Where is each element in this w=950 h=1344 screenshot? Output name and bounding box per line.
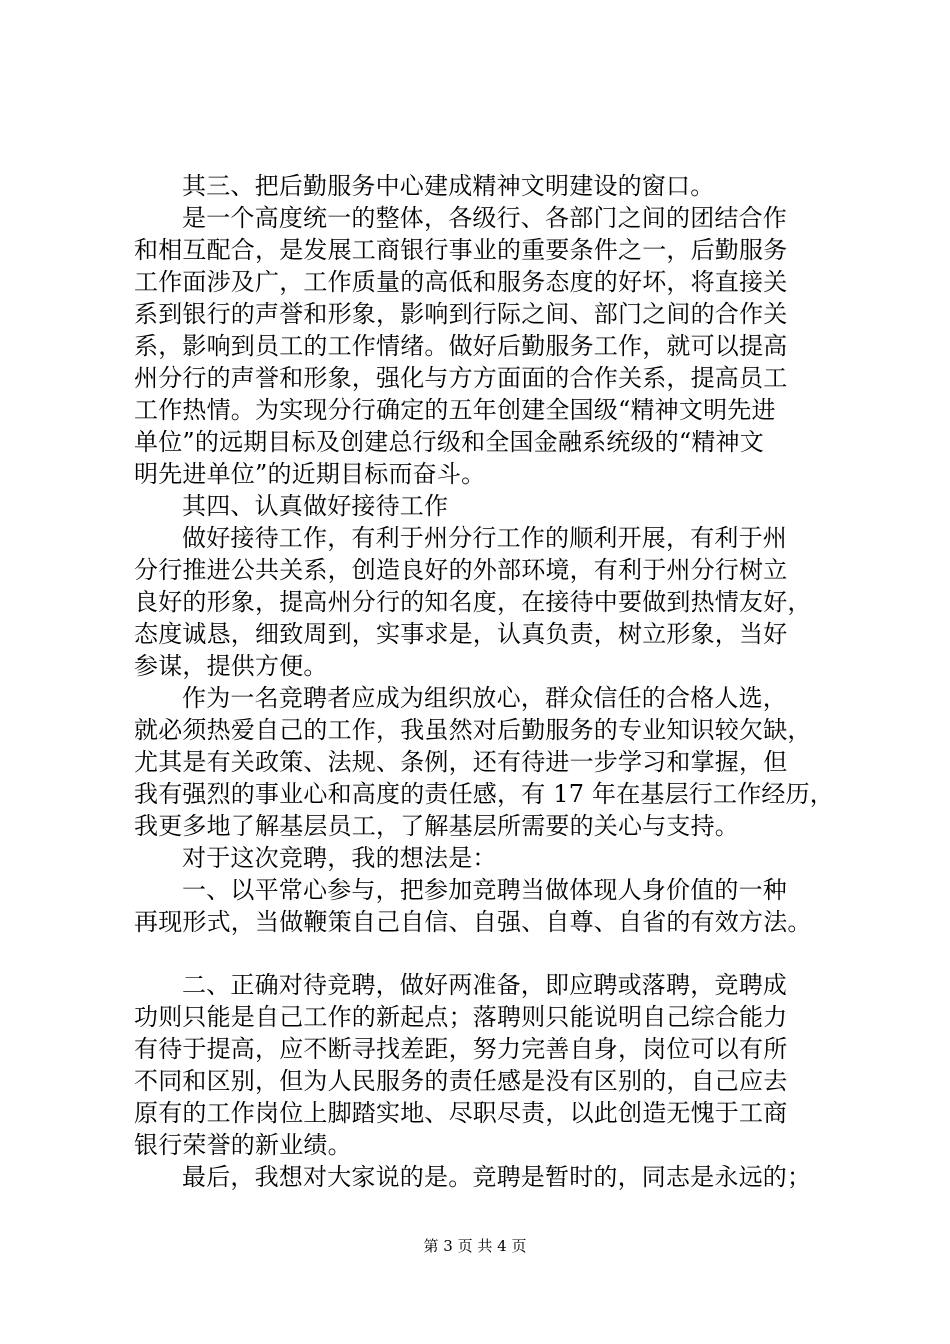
paragraph-gap bbox=[134, 938, 854, 969]
paragraph-line: 作为一名竞聘者应成为组织放心，群众信任的合格人选， bbox=[182, 684, 787, 712]
paragraph-line: 良好的形象，提高州分行的知名度，在接待中要做到热情友好， bbox=[134, 588, 812, 616]
paragraph-line: 工作面涉及广，工作质量的高低和服务态度的好坏，将直接关 bbox=[134, 268, 788, 296]
paragraph-line: 功则只能是自己工作的新起点；落聘则只能说明自己综合能力 bbox=[134, 1003, 788, 1031]
paragraph-line: 我更多地了解基层员工，了解基层所需要的关心与支持。 bbox=[134, 812, 739, 840]
paragraph-line: 有待于提高，应不断寻找差距，努力完善自身，岗位可以有所 bbox=[134, 1035, 788, 1063]
paragraph-line: 银行荣誉的新业绩。 bbox=[134, 1131, 352, 1159]
paragraph-line: 和相互配合，是发展工商银行事业的重要条件之一，后勤服务 bbox=[134, 236, 788, 264]
paragraph-line: 其三、把后勤服务中心建成精神文明建设的窗口。 bbox=[182, 172, 715, 200]
paragraph-line: 州分行的声誉和形象，强化与方方面面的合作关系，提高员工 bbox=[134, 364, 788, 392]
paragraph-line: 是一个高度统一的整体，各级行、各部门之间的团结合作 bbox=[182, 204, 787, 232]
paragraph-line: 工作热情。为实现分行确定的五年创建全国级“精神文明先进 bbox=[134, 396, 776, 424]
paragraph-line: 态度诚恳，细致周到，实事求是，认真负责，树立形象，当好 bbox=[134, 620, 788, 648]
paragraph-line: 明先进单位”的近期目标而奋斗。 bbox=[134, 460, 486, 488]
paragraph-line: 尤其是有关政策、法规、条例，还有待进一步学习和掌握，但 bbox=[134, 748, 788, 776]
paragraph-line: 系，影响到员工的工作情绪。做好后勤服务工作，就可以提高 bbox=[134, 332, 788, 360]
paragraph-line: 不同和区别，但为人民服务的责任感是没有区别的，自己应去 bbox=[134, 1067, 788, 1095]
paragraph-line: 一、以平常心参与，把参加竞聘当做体现人身价值的一种 bbox=[182, 876, 787, 904]
paragraph-line: 对于这次竞聘，我的想法是： bbox=[182, 844, 497, 872]
section-heading: 其四、认真做好接待工作 bbox=[182, 492, 449, 520]
paragraph-line: 系到银行的声誉和形象，影响到行际之间、部门之间的合作关 bbox=[134, 300, 788, 328]
paragraph-line: 就必须热爱自己的工作，我虽然对后勤服务的专业知识较欠缺， bbox=[134, 716, 812, 744]
paragraph-line: 单位”的远期目标及创建总行级和全国金融系统级的“精神文 bbox=[134, 428, 764, 456]
paragraph-line: 分行推进公共关系，创造良好的外部环境，有利于州分行树立 bbox=[134, 556, 788, 584]
paragraph-line: 再现形式，当做鞭策自己自信、自强、自尊、自省的有效方法。 bbox=[134, 908, 812, 936]
paragraph-line: 最后，我想对大家说的是。竞聘是暂时的，同志是永远的； bbox=[182, 1163, 812, 1191]
page-number-footer: 第 3 页 共 4 页 bbox=[423, 1237, 527, 1255]
paragraph-line: 原有的工作岗位上脚踏实地、尽职尽责，以此创造无愧于工商 bbox=[134, 1099, 788, 1127]
document-body bbox=[134, 170, 854, 1193]
paragraph-line: 我有强烈的事业心和高度的责任感，有 17 年在基层行工作经历， bbox=[134, 780, 834, 808]
paragraph-line: 做好接待工作，有利于州分行工作的顺利开展，有利于州 bbox=[182, 524, 787, 552]
paragraph-line: 二、正确对待竞聘，做好两准备，即应聘或落聘，竞聘成 bbox=[182, 971, 787, 999]
paragraph-line: 参谋，提供方便。 bbox=[134, 652, 328, 680]
